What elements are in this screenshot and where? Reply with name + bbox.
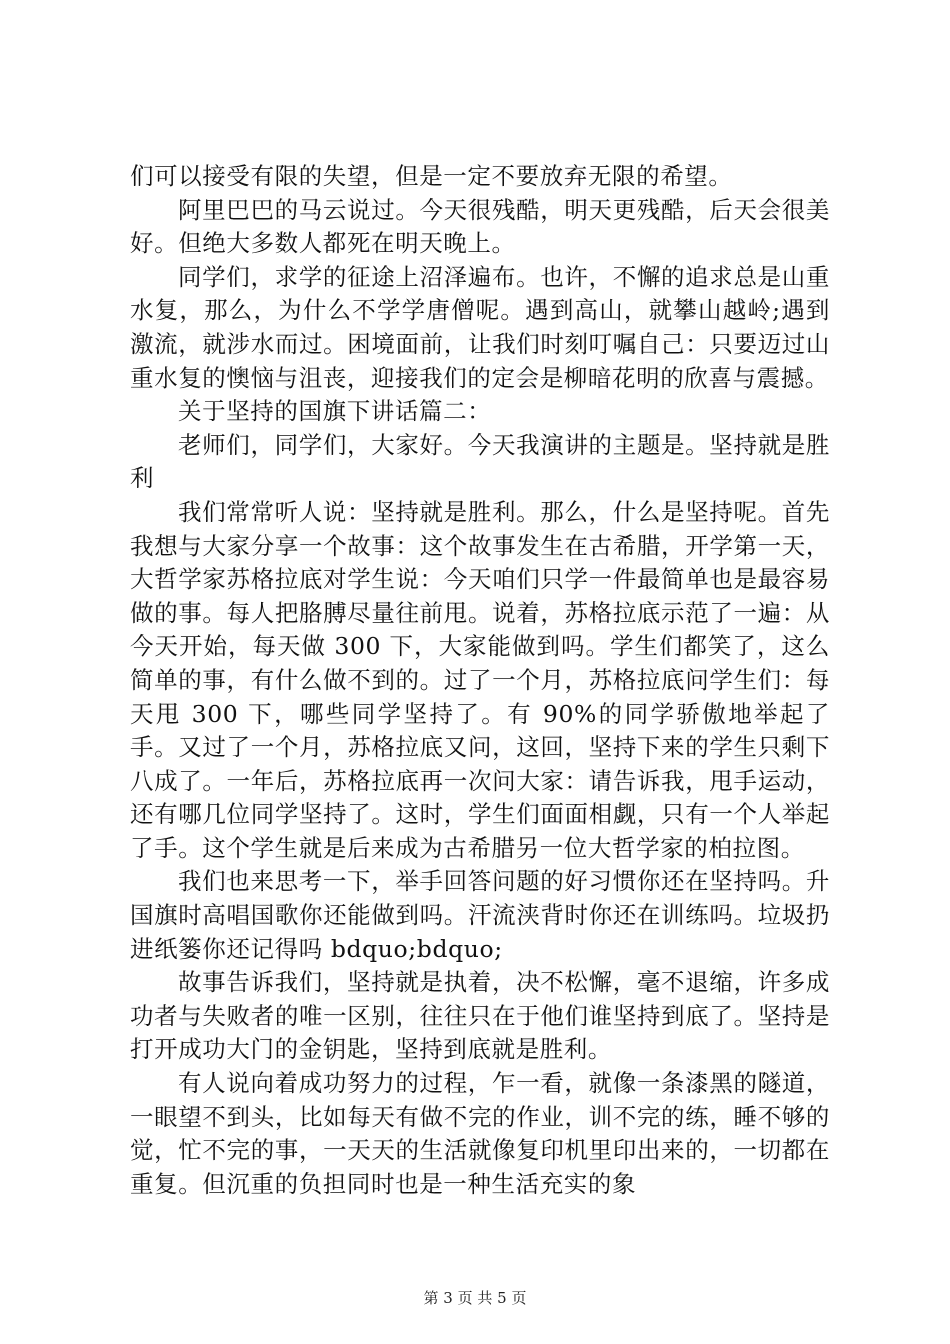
- paragraph-lesson: 故事告诉我们，坚持就是执着，决不松懈，毫不退缩，许多成功者与失败者的唯一区别，往往只在于他们谁坚持到底了。坚持是打开成功大门的金钥匙，坚持到底就是胜利。: [130, 968, 830, 1064]
- paragraph-2: 阿里巴巴的马云说过。今天很残酷，明天更残酷，后天会很美好。但绝大多数人都死在明天晚上。: [130, 195, 830, 258]
- section-heading: 关于坚持的国旗下讲话篇二：: [178, 397, 492, 426]
- document-body: [130, 160, 830, 1201]
- paragraph-questions: 我们也来思考一下，举手回答问题的好习惯你还在坚持吗。升国旗时高唱国歌你还能做到吗。汗流浃背时你还在训练吗。垃圾扔进纸篓你还记得吗 bdquo;bdquo;: [130, 867, 830, 963]
- paragraph-3: 同学们，求学的征途上沼泽遍布。也许，不懈的追求总是山重水复，那么，为什么不学学唐僧呢。遇到高山，就攀山越岭;遇到激流，就涉水而过。困境面前，让我们时刻叮嘱自己：只要迈过山重水复的懊恼与沮丧，迎接我们的定会是柳暗花明的欣喜与震撼。: [130, 262, 830, 392]
- page-number-footer: 第 3 页 共 5 页: [423, 1289, 527, 1307]
- paragraph-story: 我们常常听人说：坚持就是胜利。那么，什么是坚持呢。首先我想与大家分享一个故事：这个故事发生在古希腊，开学第一天，大哲学家苏格拉底对学生说：今天咱们只学一件最简单也是最容易做的事。每人把胳膊尽量往前甩。说着，苏格拉底示范了一遍：从今天开始，每天做 300 下，大家能做到吗。学生们都笑了，这么简单的事，有什么做不到的。过了一个月，苏格拉底问学生们：每天甩 300 下，哪些同学坚持了。有 90%的同学骄傲地举起了手。又过了一个月，苏格拉底又问，这回，坚持下来的学生只剩下八成了。一年后，苏格拉底再一次问大家：请告诉我，甩手运动，还有哪几位同学坚持了。这时，学生们面面相觑，只有一个人举起了手。这个学生就是后来成为古希腊另一位大哲学家的柏拉图。: [130, 497, 830, 862]
- paragraph-greeting: 老师们，同学们，大家好。今天我演讲的主题是。坚持就是胜利: [130, 430, 830, 493]
- paragraph-tunnel: 有人说向着成功努力的过程，乍一看，就像一条漆黑的隧道，一眼望不到头，比如每天有做不完的作业，训不完的练，睡不够的觉，忙不完的事，一天天的生活就像复印机里印出来的，一切都在重复。但沉重的负担同时也是一种生活充实的象: [130, 1069, 830, 1198]
- paragraph-1: 们可以接受有限的失望，但是一定不要放弃无限的希望。: [130, 162, 733, 190]
